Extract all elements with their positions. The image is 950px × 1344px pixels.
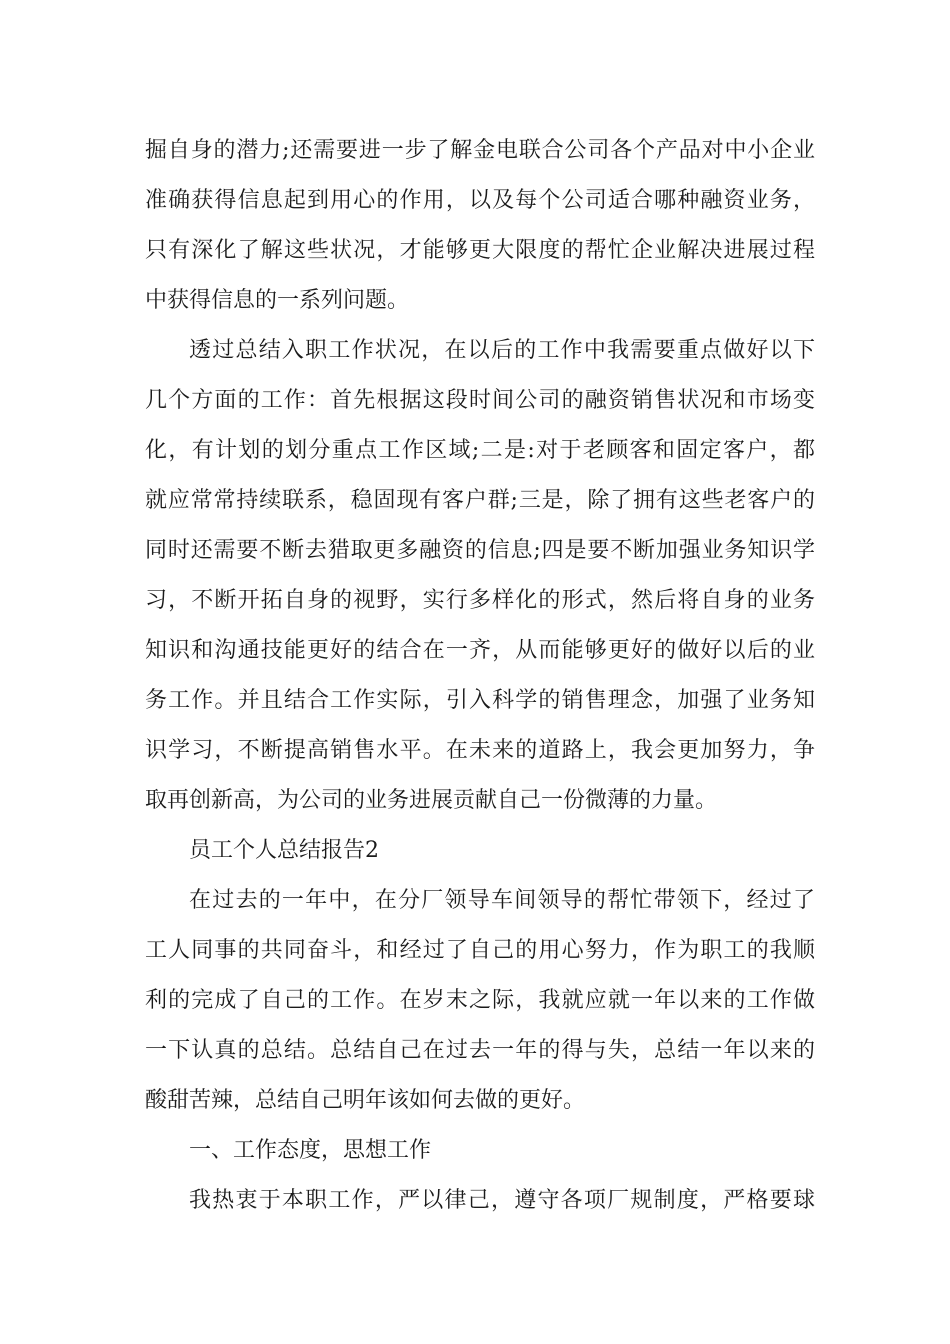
paragraph-1-line-4: 中获得信息的一系列问题。: [145, 288, 410, 313]
paragraph-2-line-7: 知识和沟通技能更好的结合在一齐，从而能够更好的做好以后的业: [145, 638, 815, 663]
paragraph-1-line-1: 掘自身的潜力;还需要进一步了解金电联合公司各个产品对中小企业: [145, 138, 815, 163]
paragraph-2-line-5: 同时还需要不断去猎取更多融资的信息;四是要不断加强业务知识学: [145, 538, 815, 563]
paragraph-3-line-2: 工人同事的共同奋斗，和经过了自己的用心努力，作为职工的我顺: [145, 938, 815, 963]
section-title: 员工个人总结报告2: [189, 838, 379, 863]
paragraph-2-line-1: 透过总结入职工作状况，在以后的工作中我需要重点做好以下: [189, 338, 815, 363]
paragraph-3-line-1: 在过去的一年中，在分厂领导车间领导的帮忙带领下，经过了: [189, 888, 815, 913]
paragraph-1-line-2: 准确获得信息起到用心的作用，以及每个公司适合哪种融资业务，: [145, 188, 815, 213]
paragraph-1-line-3: 只有深化了解这些状况，才能够更大限度的帮忙企业解决进展过程: [145, 238, 815, 263]
subheading: 一、工作态度，思想工作: [189, 1138, 432, 1163]
paragraph-4-line-1: 我热衷于本职工作，严以律己，遵守各项厂规制度，严格要球: [189, 1188, 815, 1213]
paragraph-2-line-3: 化，有计划的划分重点工作区域;二是:对于老顾客和固定客户，都: [145, 438, 815, 463]
paragraph-2-line-10: 取再创新高，为公司的业务进展贡献自己一份微薄的力量。: [145, 788, 718, 813]
paragraph-2-line-9: 识学习，不断提高销售水平。在未来的道路上，我会更加努力，争: [145, 738, 815, 763]
paragraph-3-line-3: 利的完成了自己的工作。在岁末之际，我就应就一年以来的工作做: [145, 988, 815, 1013]
paragraph-3-line-4: 一下认真的总结。总结自己在过去一年的得与失，总结一年以来的: [145, 1038, 815, 1063]
paragraph-3-line-5: 酸甜苦辣，总结自己明年该如何去做的更好。: [145, 1088, 586, 1113]
paragraph-2-line-4: 就应常常持续联系，稳固现有客户群;三是，除了拥有这些老客户的: [145, 488, 815, 513]
paragraph-2-line-6: 习，不断开拓自身的视野，实行多样化的形式，然后将自身的业务: [145, 588, 815, 613]
paragraph-2-line-2: 几个方面的工作：首先根据这段时间公司的融资销售状况和市场变: [145, 388, 815, 413]
paragraph-2-line-8: 务工作。并且结合工作实际，引入科学的销售理念，加强了业务知: [145, 688, 815, 713]
